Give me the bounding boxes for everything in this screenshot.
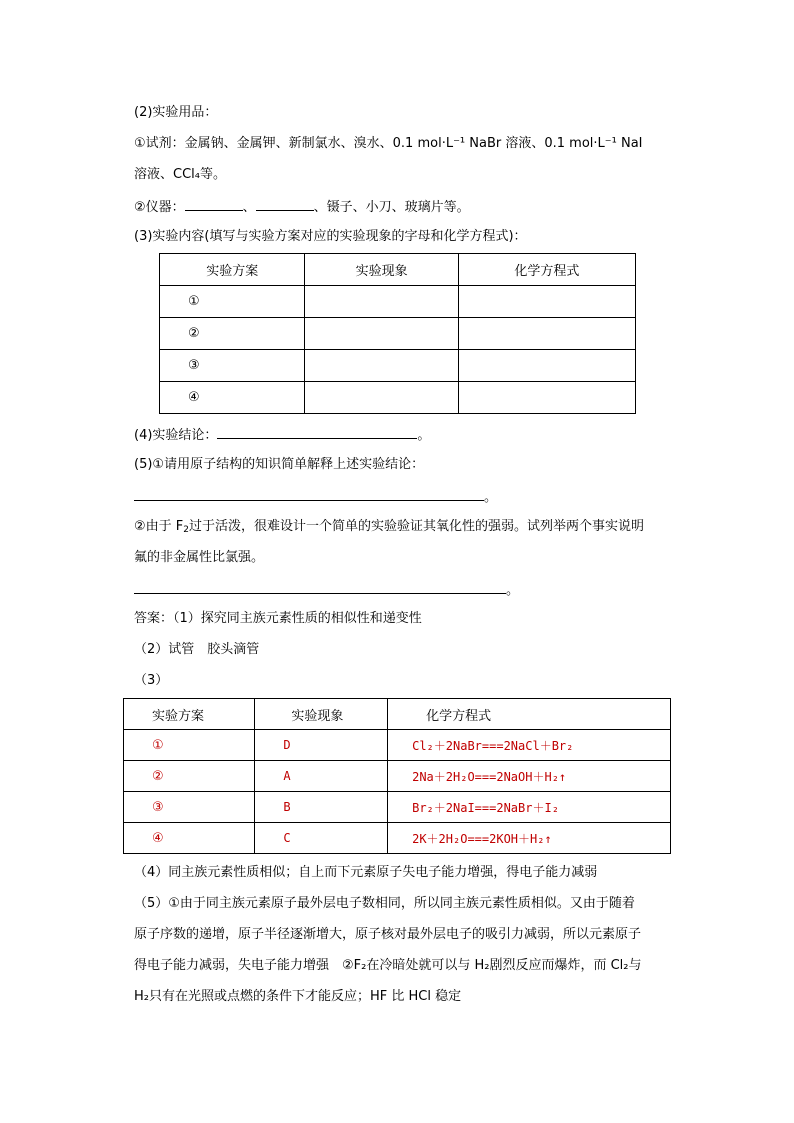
plan-cell: ② [160, 318, 305, 350]
table-row [160, 350, 636, 382]
answer-5-line2: 原子序数的递增，原子半径逐渐增大，原子核对最外层电子的吸引力减弱，所以元素原子 [134, 927, 642, 942]
observation-cell[interactable] [305, 350, 458, 382]
q2-instruments [134, 196, 470, 218]
q5-line2-sub: 2 [183, 525, 189, 535]
equation-cell [388, 823, 671, 854]
q2-reagents-line2: 溶液、CCl₄等。 [134, 167, 226, 182]
answer-1: 答案：（1）探究同主族元素性质的相似性和递变性 [134, 611, 422, 626]
facts-blank[interactable] [134, 579, 506, 594]
q4-conclusion [134, 424, 430, 446]
q5-line1: (5)①请用原子结构的知识简单解释上述实验结论： [134, 457, 425, 472]
plan-cell: ③ [124, 792, 255, 823]
observation-cell: C [255, 823, 388, 854]
table-row [124, 792, 671, 823]
q2-reagents-line1: ①试剂：金属钠、金属钾、新制氯水、溴水、0.1 mol·L⁻¹ NaBr 溶液、0.1 mol·L⁻¹ NaI [134, 136, 643, 151]
header-observation: 实验现象 [255, 699, 388, 730]
plan-cell: ③ [160, 350, 305, 382]
equation-cell: Br₂＋2NaI===2NaBr＋I₂ [388, 792, 671, 823]
table-header-row [124, 699, 671, 730]
header-plan: 实验方案 [160, 254, 305, 286]
q5-answer-line-2 [134, 579, 519, 601]
gas-arrow: ↑ [558, 769, 567, 784]
conclusion-blank[interactable] [217, 424, 417, 439]
plan-cell: ① [160, 286, 305, 318]
observation-cell: A [255, 761, 388, 792]
observation-cell: D [255, 730, 388, 761]
plan-cell: ② [124, 761, 255, 792]
answer-table [123, 698, 671, 854]
equation-text: 2Na＋2H₂O===2NaOH＋H₂ [412, 769, 559, 784]
q2-instr-sep: 、 [242, 200, 256, 215]
answer-5-line4: H₂只有在光照或点燃的条件下才能反应；HF 比 HCl 稳定 [134, 989, 462, 1004]
q5-line2b: 过于活泼，很难设计一个简单的实验验证其氧化性的强弱。试列举两个事实说明 [189, 519, 645, 534]
answer-5-line3: 得电子能力减弱，失电子能力增强 ②F₂在冷暗处就可以与 H₂剧烈反应而爆炸，而 Cl₂与 [134, 958, 642, 973]
q3-table [159, 253, 636, 414]
table-row [124, 730, 671, 761]
q2-instr-prefix: ②仪器： [134, 200, 185, 215]
equation-cell[interactable] [458, 382, 635, 414]
q5-line3: 氟的非金属性比氯强。 [134, 550, 265, 565]
instrument-blank-2[interactable] [256, 196, 314, 211]
gas-arrow: ↑ [544, 831, 552, 846]
table-row [160, 382, 636, 414]
answer-5-line1: （5）①由于同主族元素原子最外层电子数相同，所以同主族元素性质相似。又由于随着 [134, 896, 635, 911]
q5-line2a: ②由于 F [134, 519, 184, 534]
observation-cell[interactable] [305, 286, 458, 318]
equation-text: 2K＋2H₂O===2KOH＋H₂ [412, 831, 545, 846]
table-row [124, 823, 671, 854]
equation-cell[interactable] [458, 318, 635, 350]
instrument-blank-1[interactable] [185, 196, 243, 211]
observation-cell: B [255, 792, 388, 823]
q5-answer-line-1 [134, 486, 497, 508]
table-header-row [160, 254, 636, 286]
answer-3: （3） [134, 673, 169, 688]
observation-cell[interactable] [305, 318, 458, 350]
equation-cell[interactable] [458, 286, 635, 318]
q3-heading: (3)实验内容(填写与实验方案对应的实验现象的字母和化学方程式)： [134, 229, 527, 244]
observation-cell[interactable] [305, 382, 458, 414]
answer-4: （4）同主族元素性质相似；自上而下元素原子失电子能力增强，得电子能力减弱 [134, 865, 598, 880]
q5-end-2: 。 [506, 583, 520, 598]
header-equation: 化学方程式 [388, 699, 671, 730]
header-equation: 化学方程式 [458, 254, 635, 286]
equation-cell[interactable] [458, 350, 635, 382]
q2-instr-suffix: 、镊子、小刀、玻璃片等。 [313, 200, 470, 215]
plan-cell: ① [124, 730, 255, 761]
header-observation: 实验现象 [305, 254, 458, 286]
table-row [124, 761, 671, 792]
equation-cell: Cl₂＋2NaBr===2NaCl＋Br₂ [388, 730, 671, 761]
table-row [160, 318, 636, 350]
table-row [160, 286, 636, 318]
q2-heading: (2)实验用品： [134, 105, 218, 120]
header-plan: 实验方案 [124, 699, 255, 730]
q4-suffix: 。 [417, 428, 431, 443]
plan-cell: ④ [124, 823, 255, 854]
equation-cell [388, 761, 671, 792]
q5-end-1: 。 [484, 490, 498, 505]
plan-cell: ④ [160, 382, 305, 414]
q5-line2 [134, 517, 644, 540]
explanation-blank[interactable] [134, 486, 484, 501]
q4-prefix: (4)实验结论： [134, 428, 218, 443]
answer-2: （2）试管 胶头滴管 [134, 642, 260, 657]
